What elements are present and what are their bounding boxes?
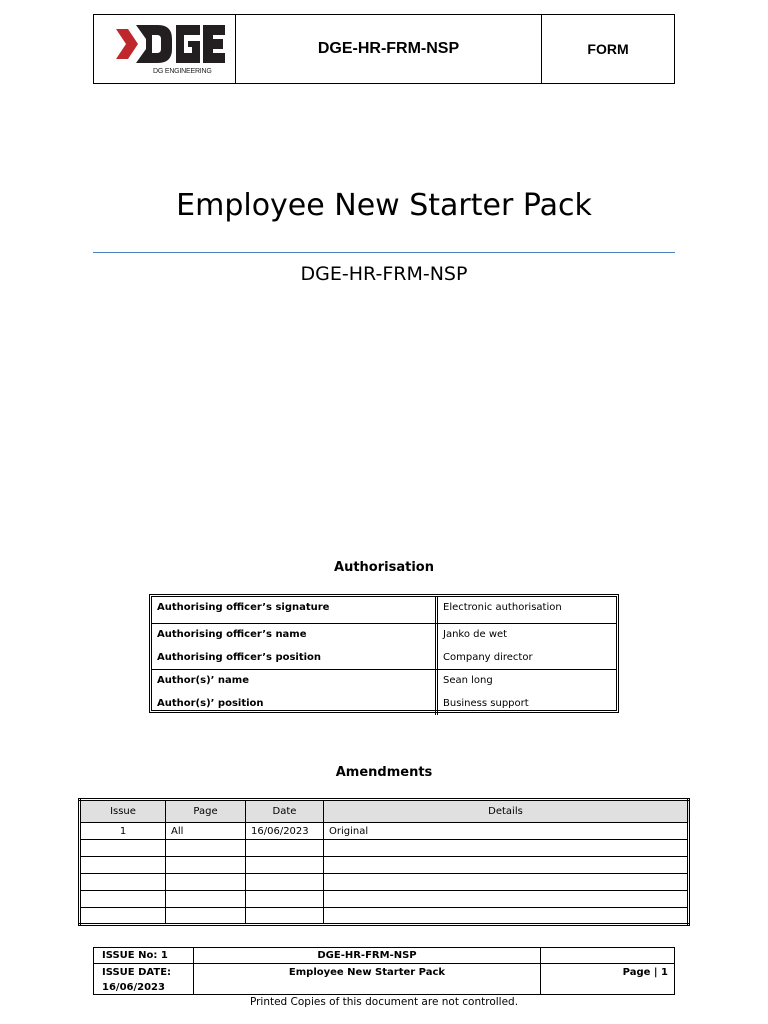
table-cell bbox=[324, 874, 689, 891]
table-cell bbox=[166, 891, 246, 908]
table-cell: Original bbox=[324, 823, 689, 840]
document-header bbox=[93, 14, 675, 84]
table-row bbox=[80, 823, 689, 840]
document-title: Employee New Starter Pack bbox=[176, 188, 592, 223]
table-row bbox=[80, 857, 689, 874]
table-cell bbox=[80, 840, 166, 857]
auth-row-author bbox=[152, 670, 616, 715]
auth-value: Electronic authorisation bbox=[443, 602, 562, 613]
amendments-heading: Amendments bbox=[335, 765, 433, 780]
footer-disclaimer: Printed Copies of this document are not controlled. bbox=[249, 996, 519, 1008]
footer-issue-no: ISSUE No: 1 bbox=[94, 948, 193, 964]
table-cell bbox=[80, 857, 166, 874]
table-cell bbox=[246, 857, 324, 874]
table-cell bbox=[324, 857, 689, 874]
auth-value: Sean long bbox=[443, 675, 493, 686]
authorisation-heading: Authorisation bbox=[334, 560, 434, 575]
footer-issue-date: ISSUE DATE: 16/06/2023 bbox=[102, 967, 172, 993]
auth-value: Janko de wet bbox=[443, 629, 508, 640]
column-header: Date bbox=[246, 800, 324, 823]
auth-label: Authorising officer’s signature bbox=[157, 602, 330, 613]
table-cell: All bbox=[166, 823, 246, 840]
table-cell bbox=[246, 908, 324, 925]
dge-logo-icon bbox=[114, 21, 226, 67]
auth-value: Company director bbox=[443, 652, 533, 663]
document-subtitle: DGE-HR-FRM-NSP bbox=[300, 263, 468, 285]
auth-value: Business support bbox=[443, 698, 529, 709]
footer-doc-title: Employee New Starter Pack bbox=[288, 967, 446, 978]
header-doc-code: DGE-HR-FRM-NSP bbox=[236, 15, 542, 83]
footer-page-number: Page | 1 bbox=[622, 967, 668, 978]
table-row bbox=[80, 908, 689, 925]
footer-doc-code: DGE-HR-FRM-NSP bbox=[194, 948, 540, 964]
auth-label: Author(s)’ name bbox=[157, 675, 250, 686]
column-header: Issue bbox=[80, 800, 166, 823]
auth-label: Authorising officer’s name bbox=[157, 629, 307, 640]
auth-row-signature bbox=[152, 597, 616, 624]
document-footer bbox=[93, 947, 675, 995]
table-cell bbox=[324, 891, 689, 908]
table-cell: 1 bbox=[80, 823, 166, 840]
table-cell bbox=[324, 840, 689, 857]
column-header: Details bbox=[324, 800, 689, 823]
amendments-table bbox=[78, 798, 690, 926]
table-cell bbox=[166, 908, 246, 925]
table-cell bbox=[80, 908, 166, 925]
auth-label: Authorising officer’s position bbox=[157, 652, 322, 663]
title-divider bbox=[93, 252, 675, 253]
table-cell bbox=[166, 857, 246, 874]
table-cell bbox=[166, 840, 246, 857]
table-row bbox=[80, 891, 689, 908]
amendments-header-row bbox=[80, 800, 689, 823]
table-cell bbox=[80, 874, 166, 891]
logo-subtext: DG ENGINEERING bbox=[153, 68, 212, 75]
column-header: Page bbox=[166, 800, 246, 823]
company-logo bbox=[94, 15, 236, 83]
auth-row-officer bbox=[152, 624, 616, 670]
table-cell bbox=[246, 874, 324, 891]
table-cell: 16/06/2023 bbox=[246, 823, 324, 840]
header-doc-type: FORM bbox=[587, 41, 629, 57]
table-cell bbox=[80, 891, 166, 908]
table-cell bbox=[166, 874, 246, 891]
authorisation-table bbox=[149, 594, 619, 713]
table-row bbox=[80, 874, 689, 891]
auth-label: Author(s)’ position bbox=[157, 698, 264, 709]
table-cell bbox=[246, 891, 324, 908]
table-cell bbox=[246, 840, 324, 857]
table-row bbox=[80, 840, 689, 857]
table-cell bbox=[324, 908, 689, 925]
